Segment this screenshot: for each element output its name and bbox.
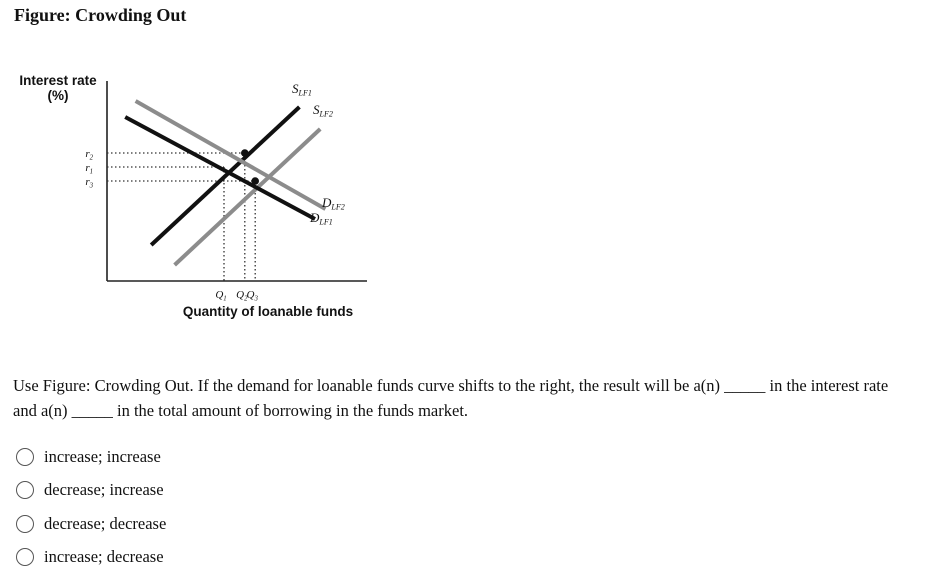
answer-option-2[interactable] (16, 474, 166, 508)
question-text: Use Figure: Crowding Out. If the demand for loanable funds curve shifts to the right, the result will be a(n) _____ in the interest rate and a(n) _____ in the total amount of borrowing in the funds market. (13, 376, 889, 420)
x-tick-label-q3: $Q_3$ (246, 289, 258, 303)
curve-dlf1 (125, 117, 315, 219)
equilibrium-point (241, 149, 249, 157)
answer-option-label: decrease; increase (44, 480, 164, 500)
x-axis-label: Quantity of loanable funds (182, 304, 354, 319)
y-axis-label-line1: Interest rate (19, 73, 97, 88)
answer-option-1[interactable] (16, 440, 166, 474)
y-tick-label-r3: $r_3$ (85, 176, 93, 190)
answer-option-label: increase; increase (44, 446, 161, 466)
x-tick-label-q2: $Q_2$ (236, 289, 248, 303)
radio-button[interactable] (16, 548, 34, 566)
plot-area (85, 81, 367, 303)
curve-slf1 (151, 107, 299, 245)
radio-button[interactable] (16, 481, 34, 499)
answer-option-3[interactable] (16, 507, 166, 541)
curve-dlf2 (136, 101, 326, 209)
answer-option-label: decrease; decrease (44, 513, 167, 533)
radio-button[interactable] (16, 515, 34, 533)
x-tick-label-q1: $Q_1$ (215, 289, 227, 303)
y-tick-label-r1: $r_1$ (85, 162, 93, 176)
curve-label-dlf1: DLF1 (310, 210, 333, 227)
curve-slf2 (175, 129, 321, 265)
equilibrium-point (251, 177, 259, 185)
radio-button[interactable] (16, 448, 34, 466)
curve-label-dlf2: DLF2 (322, 195, 345, 212)
answer-options (16, 440, 166, 574)
curve-label-slf2: SLF2 (313, 102, 333, 119)
crowding-out-chart (0, 60, 420, 330)
answer-option-4[interactable] (16, 541, 166, 575)
y-tick-label-r2: $r_2$ (85, 148, 93, 162)
answer-option-label: increase; decrease (44, 547, 164, 567)
y-axis-label-line2: (%) (47, 88, 69, 103)
curve-label-slf1: SLF1 (292, 81, 312, 98)
figure-title: Figure: Crowding Out (14, 5, 187, 25)
